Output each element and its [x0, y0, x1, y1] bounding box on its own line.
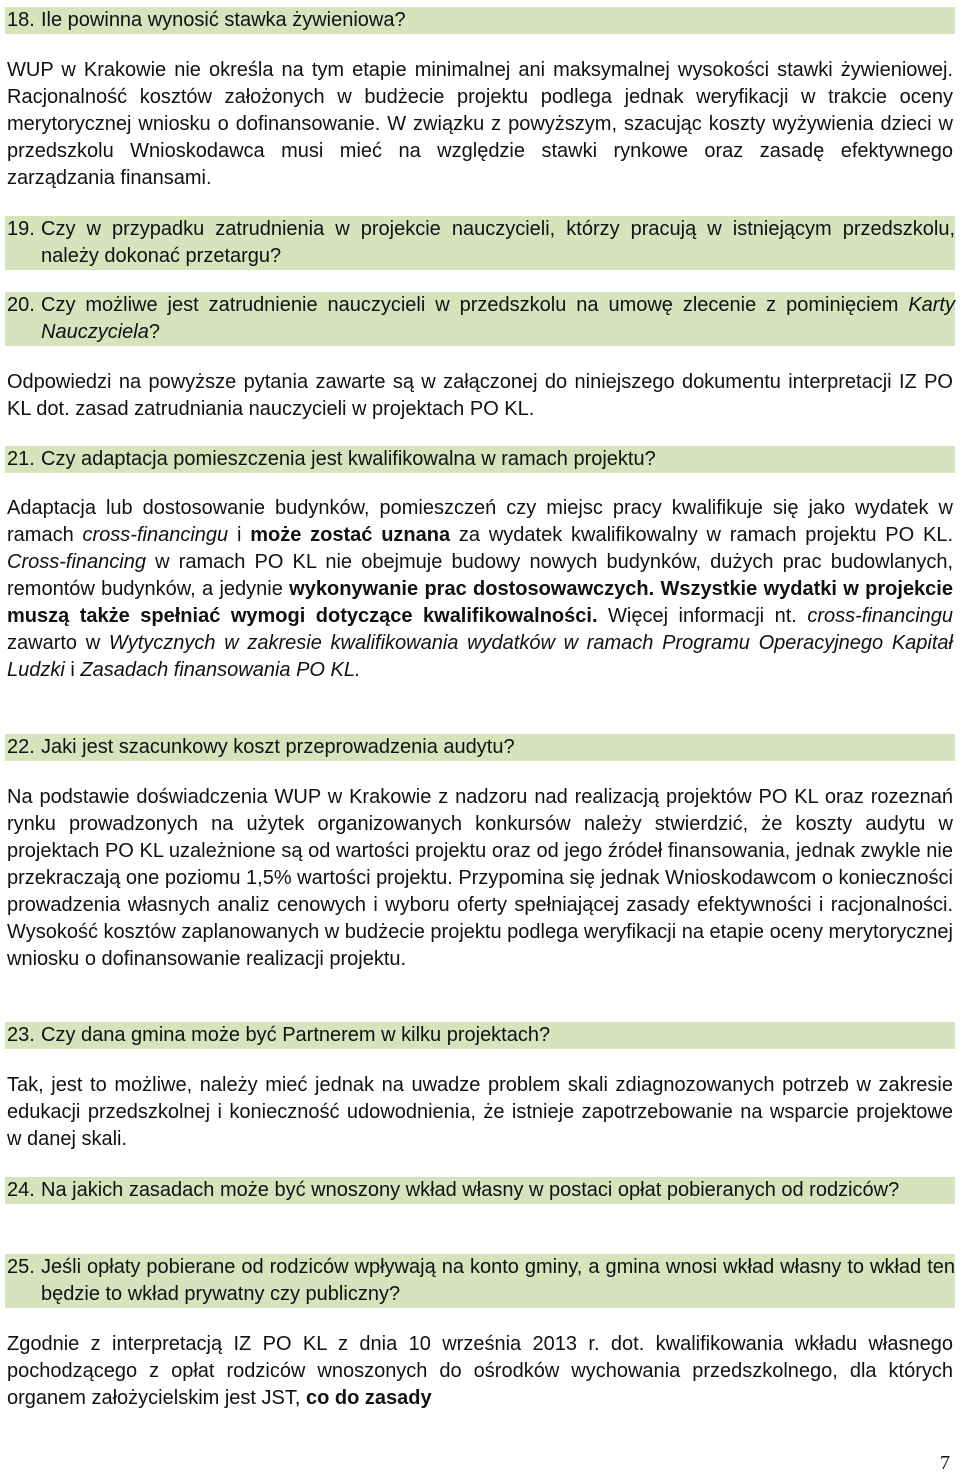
question-number: 25.: [7, 1256, 35, 1278]
answer-25: Zgodnie z interpretacją IZ PO KL z dnia 10 września 2013 r. dot. kwalifikowania wkładu własnego pochodzącego z opłat rodziców wnoszonych do ośrodków wychowania przedszkolnego, dla których organem założycielskim jest JST, co do zasady: [7, 1333, 953, 1409]
question-text: Czy dana gmina może być Partnerem w kilku projektach?: [41, 1024, 551, 1046]
question-18: [5, 7, 955, 34]
question-number: 23.: [7, 1024, 35, 1046]
question-24: [5, 1177, 955, 1204]
question-text: Na jakich zasadach może być wnoszony wkład własny w postaci opłat pobieranych od rodziców?: [41, 1179, 900, 1201]
answer-23: Tak, jest to możliwe, należy mieć jednak na uwadze problem skali zdiagnozowanych potrzeb w zakresie edukacji przedszkolnej i konieczność udowodnienia, że istnieje zapotrzebowanie na wsparcie projektowe w danej skali.: [7, 1074, 953, 1150]
question-text: Ile powinna wynosić stawka żywieniowa?: [41, 9, 406, 31]
question-number: 20.: [7, 294, 35, 316]
question-number: 18.: [7, 9, 35, 31]
question-23: [5, 1022, 955, 1049]
question-21: [5, 446, 955, 473]
question-number: 21.: [7, 448, 35, 470]
page-number: 7: [940, 1452, 950, 1474]
question-20: [5, 292, 955, 346]
answer-19-20: Odpowiedzi na powyższe pytania zawarte są w załączonej do niniejszego dokumentu interpretacji IZ PO KL dot. zasad zatrudniania nauczycieli w projektach PO KL.: [7, 371, 953, 420]
question-22: [5, 734, 955, 761]
question-number: 24.: [7, 1179, 35, 1201]
question-text: Jaki jest szacunkowy koszt przeprowadzenia audytu?: [41, 736, 515, 758]
question-number: 22.: [7, 736, 35, 758]
question-text: Jeśli opłaty pobierane od rodziców wpływają na konto gminy, a gmina wnosi wkład własny to wkład ten będzie to wkład prywatny czy publiczny?: [41, 1256, 955, 1305]
answer-22: Na podstawie doświadczenia WUP w Krakowie z nadzoru nad realizacją projektów PO KL oraz rozeznań rynku prowadzonych na użytek organizowanych konkursów należy stwierdzić, że koszty audytu w projektach PO KL uzależnione są od wartości projektu oraz od jego źródeł finansowania, jednak zwykle nie przekraczają one poziomu 1,5% wartości projektu. Przypomina się jednak Wnioskodawcom o konieczności prowadzenia własnych analiz cenowych i wyboru oferty spełniającej zasady efektywności i racjonalności. Wysokość kosztów zaplanowanych w budżecie projektu podlega weryfikacji na etapie oceny merytorycznej wniosku o dofinansowanie realizacji projektu.: [7, 786, 953, 970]
question-25: [5, 1254, 955, 1308]
question-text: Czy w przypadku zatrudnienia w projekcie nauczycieli, którzy pracują w istniejącym przedszkolu, należy dokonać przetargu?: [41, 218, 955, 267]
answer-18: WUP w Krakowie nie określa na tym etapie minimalnej ani maksymalnej wysokości stawki żywieniowej. Racjonalność kosztów założonych w budżecie projektu podlega jednak weryfikacji w trakcie oceny merytorycznej wniosku o dofinansowanie. W związku z powyższym, szacując koszty wyżywienia dzieci w przedszkolu Wnioskodawca musi mieć na względzie stawki rynkowe oraz zasadę efektywnego zarządzania finansami.: [7, 59, 953, 189]
question-text: Czy możliwe jest zatrudnienie nauczycieli w przedszkolu na umowę zlecenie z pominięciem Karty Nauczyciela?: [41, 294, 955, 343]
answer-21: Adaptacja lub dostosowanie budynków, pomieszczeń czy miejsc pracy kwalifikuje się jako wydatek w ramach cross-financingu i może zostać uznana za wydatek kwalifikowalny w ramach projektu PO KL. Cross-financing w ramach PO KL nie obejmuje budowy nowych budynków, dużych prac budowlanych, remontów budynków, a jedynie wykonywanie prac dostosowawczych. Wszystkie wydatki w projekcie muszą także spełniać wymogi dotyczące kwalifikowalności. Więcej informacji nt. cross-financingu zawarto w Wytycznych w zakresie kwalifikowania wydatków w ramach Programu Operacyjnego Kapitał Ludzki i Zasadach finansowania PO KL.: [7, 497, 954, 681]
question-number: 19.: [7, 218, 35, 240]
question-19: [5, 216, 955, 270]
question-text: Czy adaptacja pomieszczenia jest kwalifikowalna w ramach projektu?: [41, 448, 656, 470]
